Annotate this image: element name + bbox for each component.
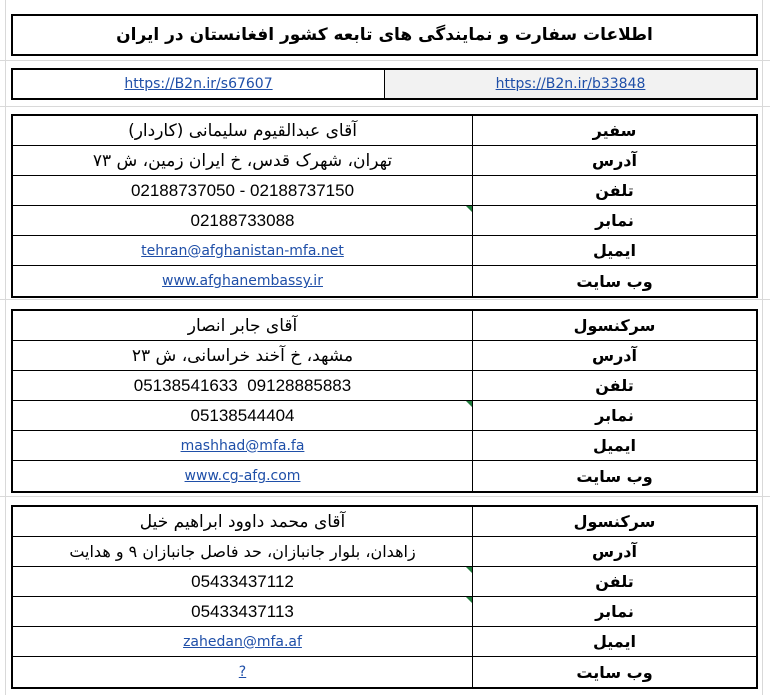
label-cell[interactable]: وب سایت	[576, 271, 653, 291]
gridline	[0, 106, 770, 107]
email-link[interactable]: tehran@afghanistan-mfa.net	[141, 242, 344, 259]
link-cell-right[interactable]	[385, 70, 756, 98]
gridline	[5, 0, 6, 695]
table-row	[13, 206, 756, 236]
table-row	[13, 507, 756, 537]
label-cell[interactable]: سفیر	[592, 121, 637, 140]
comment-indicator-icon	[466, 401, 472, 407]
value-cell-website[interactable]	[13, 657, 473, 687]
value-cell-phone[interactable]	[13, 567, 473, 596]
value-cell-fax[interactable]	[13, 401, 473, 430]
gridline	[0, 496, 770, 497]
label-cell[interactable]: نمابر	[595, 406, 634, 425]
value-cell-email[interactable]	[13, 236, 473, 265]
label-cell[interactable]: ایمیل	[592, 632, 637, 651]
table-row	[13, 431, 756, 461]
value-cell-fax[interactable]	[13, 597, 473, 626]
label-cell[interactable]: نمابر	[595, 602, 634, 621]
comment-indicator-icon	[466, 597, 472, 603]
value-cell-email[interactable]	[13, 627, 473, 656]
table-row	[13, 371, 756, 401]
website-link[interactable]: ?	[238, 664, 247, 680]
embassy-block-tehran	[11, 114, 758, 298]
table-row	[13, 176, 756, 206]
value-cell-website[interactable]	[13, 461, 473, 491]
label-cell[interactable]: ایمیل	[592, 241, 637, 260]
link-left[interactable]: https://B2n.ir/s67607	[124, 76, 273, 92]
fax-text: 05433437113	[191, 601, 294, 621]
table-row	[13, 311, 756, 341]
table-row	[13, 597, 756, 627]
table-row	[13, 537, 756, 567]
links-row	[11, 68, 758, 100]
fax-text: 05138544404	[190, 405, 295, 425]
consulate-block-zahedan	[11, 505, 758, 689]
website-link[interactable]: www.afghanembassy.ir	[162, 273, 323, 289]
label-cell[interactable]: آدرس	[592, 346, 637, 365]
sheet-title[interactable]: اطلاعات سفارت و نمایندگی های تابعه کشور افغانستان در ایران	[11, 14, 758, 56]
value-cell-name[interactable]: آقای محمد داوود ابراهیم خیل	[13, 507, 473, 536]
comment-indicator-icon	[466, 567, 472, 573]
value-cell-address[interactable]: زاهدان، بلوار جانبازان، حد فاصل جانبازان ۹ و هدایت	[13, 537, 473, 566]
email-link[interactable]: zahedan@mfa.af	[183, 633, 302, 650]
table-row	[13, 266, 756, 296]
value-cell-email[interactable]	[13, 431, 473, 460]
consulate-block-mashhad	[11, 309, 758, 493]
label-cell[interactable]: تلفن	[595, 181, 634, 200]
value-cell-website[interactable]	[13, 266, 473, 296]
label-cell[interactable]: وب سایت	[576, 466, 653, 486]
label-cell[interactable]: نمابر	[595, 211, 634, 230]
gridline	[0, 299, 770, 300]
table-row	[13, 236, 756, 266]
value-cell-address[interactable]: مشهد، خ آخند خراسانی، ش ۲۳	[13, 341, 473, 370]
label-cell[interactable]: ایمیل	[592, 436, 637, 455]
label-cell[interactable]: تلفن	[595, 376, 634, 395]
table-row	[13, 627, 756, 657]
website-link[interactable]: www.cg-afg.com	[184, 468, 301, 484]
label-cell[interactable]: سرکنسول	[573, 316, 656, 335]
table-row	[13, 401, 756, 431]
value-cell-phone[interactable]: 02188737050 - 02188737150	[13, 176, 473, 205]
label-cell[interactable]: تلفن	[595, 572, 634, 591]
table-row	[13, 461, 756, 491]
value-cell-fax[interactable]	[13, 206, 473, 235]
table-row	[13, 341, 756, 371]
link-right[interactable]: https://B2n.ir/b33848	[495, 76, 646, 92]
table-row	[13, 146, 756, 176]
value-cell-phone[interactable]: 05138541633 09128885883	[13, 371, 473, 400]
table-row	[13, 567, 756, 597]
email-link[interactable]: mashhad@mfa.fa	[180, 437, 305, 454]
phone-text: 05433437112	[191, 571, 294, 591]
gridline	[762, 0, 763, 695]
comment-indicator-icon	[466, 206, 472, 212]
value-cell-address[interactable]: تهران، شهرک قدس، خ ایران زمین، ش ۷۳	[13, 146, 473, 175]
link-cell-left[interactable]	[13, 70, 385, 98]
value-cell-name[interactable]: آقای عبدالقیوم سلیمانی (کاردار)	[13, 116, 473, 145]
value-cell-name[interactable]: آقای جابر انصار	[13, 311, 473, 340]
table-row	[13, 657, 756, 687]
label-cell[interactable]: سرکنسول	[573, 512, 656, 531]
table-row	[13, 116, 756, 146]
label-cell[interactable]: وب سایت	[576, 662, 653, 682]
label-cell[interactable]: آدرس	[592, 151, 637, 170]
label-cell[interactable]: آدرس	[592, 542, 637, 561]
gridline	[0, 60, 770, 61]
fax-text: 02188733088	[190, 210, 295, 230]
